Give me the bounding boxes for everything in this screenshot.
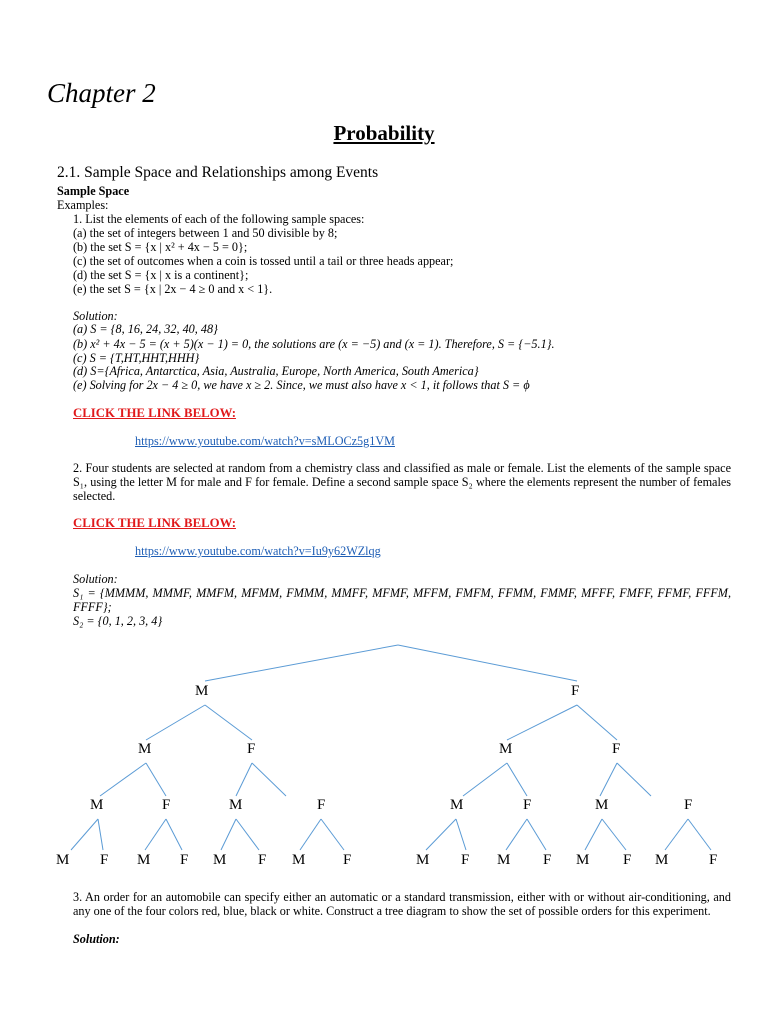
click-link-label-2: CLICK THE LINK BELOW: (73, 516, 236, 530)
tree-node-l4: M (576, 852, 590, 868)
branch (321, 819, 344, 850)
branch (146, 763, 166, 796)
chapter-heading: Chapter 2 (47, 78, 156, 108)
tree-node-l4: F (623, 852, 632, 868)
tree-node-l3: F (317, 797, 326, 813)
section-heading: 2.1. Sample Space and Relationships among Events (57, 164, 379, 181)
tree-node-l4: M (213, 852, 227, 868)
tree-node-l4: F (709, 852, 718, 868)
solution1-e: (e) Solving for 2x − 4 ≥ 0, we have x ≥ 2. Since, we must also have x < 1, it follows that S = ϕ (73, 378, 530, 392)
branch (300, 819, 321, 850)
branch (205, 705, 252, 740)
tree-node-l4: F (543, 852, 552, 868)
branch (236, 763, 252, 796)
branch (463, 763, 507, 796)
branch (166, 819, 182, 850)
solution1-c: (c) S = {T,HT,HHT,HHH} (73, 351, 200, 365)
example1-intro: 1. List the elements of each of the following sample spaces: (73, 212, 365, 226)
youtube-link-2[interactable]: https://www.youtube.com/watch?v=Iu9y62WZlqg (135, 544, 381, 558)
branch (236, 819, 259, 850)
tree-node-l3: M (595, 797, 609, 813)
example1-item-d: (d) the set S = {x | x is a continent}; (73, 268, 249, 282)
tree-node-l4: M (56, 852, 70, 868)
example1-item-b: (b) the set S = {x | x² + 4x − 5 = 0}; (73, 240, 248, 254)
example2-text: 2. Four students are selected at random from a chemistry class and classified as male or female. List the elements of the sample space S₁, using the letter M for male and F for female. Define a second sample space S₂ where the elements represent the number of females selected. (73, 461, 731, 503)
branch (205, 645, 398, 681)
solution1-b: (b) x² + 4x − 5 = (x + 5)(x − 1) = 0, the solutions are (x = −5) and (x = 1). Therefore, S = {−5.1}. (73, 337, 555, 351)
tree-node-l3: F (684, 797, 693, 813)
example1-item-a: (a) the set of integers between 1 and 50 divisible by 8; (73, 226, 338, 240)
branch (221, 819, 236, 850)
branch (456, 819, 466, 850)
tree-node-l3: F (523, 797, 532, 813)
tree-node-l4: M (497, 852, 511, 868)
page-title: Probability (333, 121, 435, 145)
tree-node-l1: M (195, 683, 209, 699)
solution2-s1: S₁ = {MMMM, MMMF, MMFM, MFMM, FMMM, MMFF, MFMF, MFFM, FMFM, FFMM, FMMF, MFFF, FMFF, FFMF, FFFM, FFFF}; (73, 586, 731, 614)
tree-node-l4: F (258, 852, 267, 868)
branch (665, 819, 688, 850)
tree-node-l4: F (461, 852, 470, 868)
solution1-d: (d) S={Africa, Antarctica, Asia, Australia, Europe, North America, South America} (73, 364, 479, 378)
tree-node-l4: M (416, 852, 430, 868)
tree-node-l2: M (138, 741, 152, 757)
branch (252, 763, 286, 796)
solution1-a: (a) S = {8, 16, 24, 32, 40, 48} (73, 322, 218, 336)
tree-node-l3: M (90, 797, 104, 813)
example1-item-e: (e) the set S = {x | 2x − 4 ≥ 0 and x < 1}. (73, 282, 273, 296)
tree-node-l2: F (247, 741, 256, 757)
tree-node-l2: F (612, 741, 621, 757)
branch (145, 819, 166, 850)
branch (98, 819, 103, 850)
youtube-link-1[interactable]: https://www.youtube.com/watch?v=sMLOCz5g1VM (135, 434, 395, 448)
tree-node-l3: F (162, 797, 171, 813)
examples-label: Examples: (57, 198, 109, 212)
tree-node-l3: M (450, 797, 464, 813)
solution3-label: Solution: (73, 932, 120, 946)
branch (71, 819, 98, 850)
tree-node-l4: M (137, 852, 151, 868)
tree-node-l2: M (499, 741, 513, 757)
branch (585, 819, 602, 850)
tree-diagram (0, 630, 768, 870)
branch (146, 705, 205, 740)
tree-node-l4: F (100, 852, 109, 868)
branch (600, 763, 617, 796)
branch (527, 819, 546, 850)
branch (100, 763, 146, 796)
branch (602, 819, 626, 850)
branch (506, 819, 527, 850)
tree-node-l4: F (343, 852, 352, 868)
sample-space-heading: Sample Space (57, 184, 130, 198)
branch (426, 819, 456, 850)
branch (507, 705, 577, 740)
solution1-label: Solution: (73, 309, 118, 323)
solution2-label: Solution: (73, 572, 118, 586)
example3-text: 3. An order for an automobile can specify either an automatic or a standard transmission, either with or without air-conditioning, and any one of the four colors red, blue, black or white. Construct a tree diagram to show the set of possible orders for this experiment. (73, 890, 731, 918)
branch (507, 763, 527, 796)
solution2-s2: S₂ = {0, 1, 2, 3, 4} (73, 614, 163, 628)
click-link-label-1: CLICK THE LINK BELOW: (73, 406, 236, 420)
example1-item-c: (c) the set of outcomes when a coin is tossed until a tail or three heads appear; (73, 254, 454, 268)
tree-node-l1: F (571, 683, 580, 699)
tree-node-l3: M (229, 797, 243, 813)
branch (577, 705, 617, 740)
tree-node-l4: F (180, 852, 189, 868)
branch (617, 763, 651, 796)
branch (688, 819, 711, 850)
branch (398, 645, 577, 681)
tree-node-l4: M (655, 852, 669, 868)
tree-node-l4: M (292, 852, 306, 868)
